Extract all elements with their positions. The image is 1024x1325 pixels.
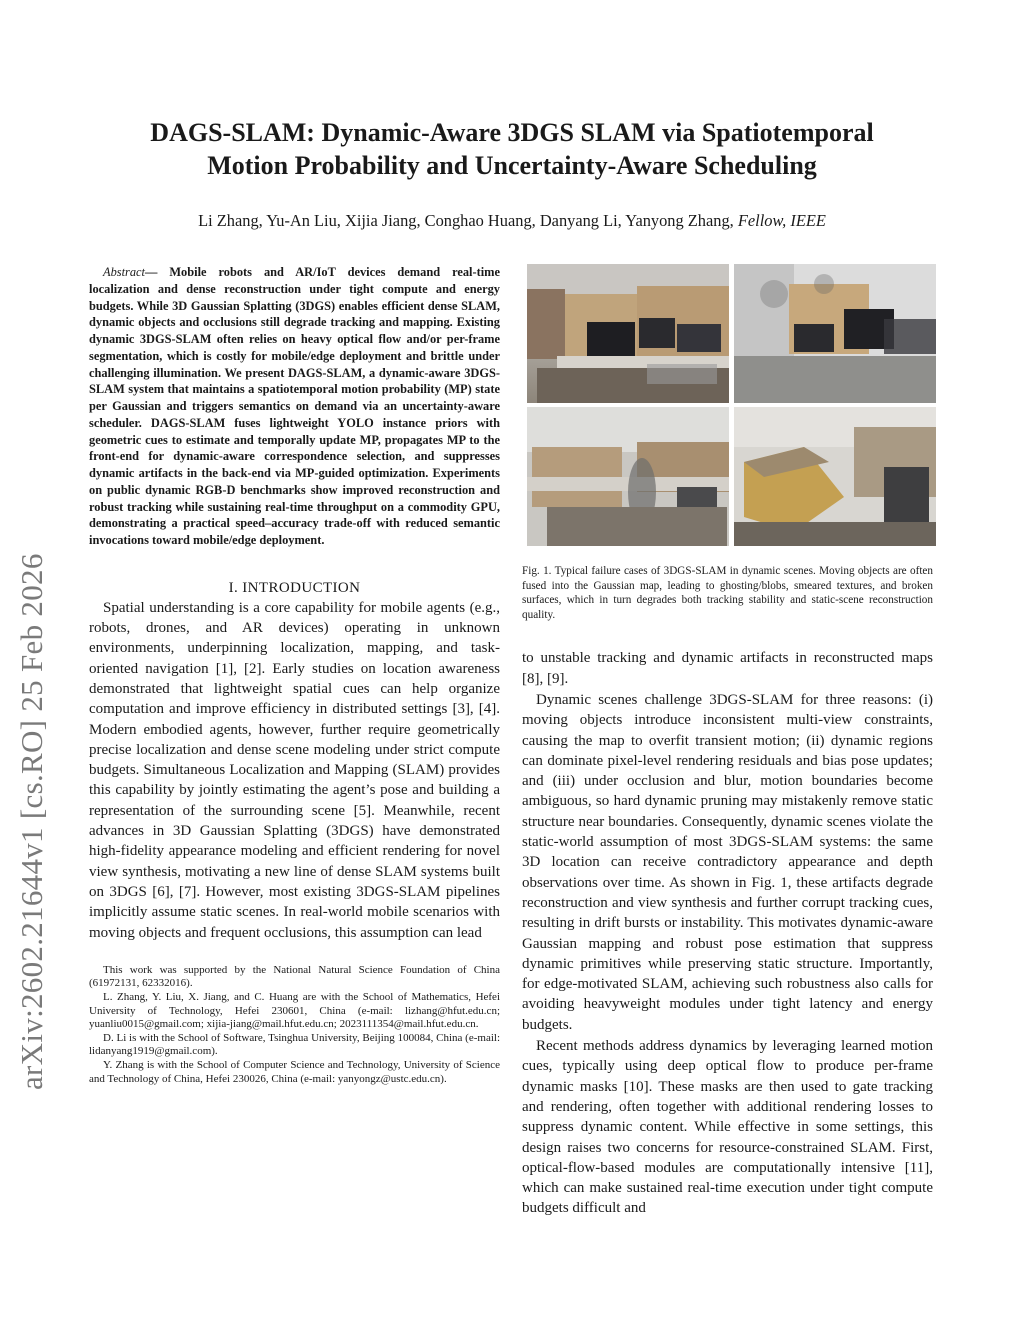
arxiv-identifier: arXiv:2602.21644v1 [cs.RO] 25 Feb 2026 (14, 553, 49, 1090)
footnote-funding: This work was supported by the National Natural Science Foundation of China (61972131, 62332016). (89, 963, 500, 990)
author-fellow: Fellow, IEEE (737, 211, 826, 230)
figure-image-moving-box (734, 407, 936, 546)
abstract (89, 264, 500, 549)
right-paragraph-recent-methods: Recent methods address dynamics by leveraging learned motion cues, typically using deep optical flow to produce per-frame dynamic masks [10]. These masks are then used to gate tracking and rendering, often together with additional rendering losses to suppress dynamic content. While effective in some settings, this design raises two concerns for resource-constrained SLAM. First, optical-flow-based modules are computationally intensive [11], which can make sustained real-time execution under tight compute budgets difficult and (522, 1038, 933, 1217)
footnote-affiliation-2: D. Li is with the School of Software, Tsinghua University, Beijing 100084, China (e-mail: lidanyang1919@gmail.com). (89, 1031, 500, 1058)
left-column (89, 264, 500, 1086)
figure-1 (522, 264, 933, 549)
figure-1-caption: Fig. 1. Typical failure cases of 3DGS-SLAM in dynamic scenes. Moving objects are often fused into the Gaussian map, leading to ghosting/blobs, smeared textures, and broken surfaces, which in turn degrades both tracking stability and static-scene reconstruction quality. (522, 565, 933, 621)
right-column (522, 264, 933, 1219)
title-line-2: Motion Probability and Uncertainty-Aware Scheduling (207, 151, 817, 180)
footnote-affiliation-1: L. Zhang, Y. Liu, X. Jiang, and C. Huang are with the School of Mathematics, Hefei University of Technology, Hefei 230601, China (e-mail: lizhang@hfut.edu.cn; yuanliu0015@gmail.com; xijia-jiang@mail.hfut.edu.cn; 2023111354@mail.hfut.edu.cn. (89, 990, 500, 1031)
right-paragraph-continuation: to unstable tracking and dynamic artifacts in reconstructed maps [8], [9]. (522, 650, 933, 687)
figure-image-office-desk (527, 264, 729, 403)
footnotes (89, 964, 500, 1086)
author-list (90, 211, 934, 231)
intro-paragraph-1: Spatial understanding is a core capability for mobile agents (e.g., robots, drones, and AR devices) operating in unknown environments, underpinning localization, mapping, and task-oriented navigation [1], [2]. Early studies on location awareness demonstrated that lightweight spatial cues can help organize computation and improve efficiency in distributed settings [3], [4]. Modern embodied agents, however, further require geometrically precise localization and dense scene modeling under strict compute budgets. Simultaneous Localization and Mapping (SLAM) provides this capability by jointly estimating the agent’s pose and building a representation of the surrounding scene [5]. Meanwhile, recent advances in 3D Gaussian Splatting (3DGS) have demonstrated high-fidelity appearance modeling and efficient rendering for novel view synthesis, motivating a new line of dense SLAM systems built on 3DGS [6], [7]. However, most existing 3DGS-SLAM pipelines implicitly assume static scenes. In real-world mobile scenarios with moving objects and frequent occlusions, this assumption can lead (89, 599, 500, 941)
title-line-1: DAGS-SLAM: Dynamic-Aware 3DGS SLAM via Spatiotemporal (150, 118, 874, 147)
footnote-affiliation-3: Y. Zhang is with the School of Computer Science and Technology, University of Science and Technology of China, Hefei 230026, China (e-mail: yanyongz@ustc.edu.cn). (89, 1058, 500, 1085)
author-names: Li Zhang, Yu-An Liu, Xijia Jiang, Conghao Huang, Danyang Li, Yanyong Zhang, (198, 211, 734, 230)
abstract-label: Abstract (103, 265, 145, 279)
paper-title (90, 116, 934, 182)
abstract-text: — Mobile robots and AR/IoT devices demand real-time localization and dense reconstruction under tight compute and energy budgets. While 3D Gaussian Splatting (3DGS) enables efficient dense SLAM, dynamic objects and occlusions still degrade tracking and mapping. Existing dynamic 3DGS-SLAM often relies on heavy optical flow and/or per-frame segmentation, which is costly for mobile/edge deployment and brittle under challenging illumination. We present DAGS-SLAM, a dynamic-aware 3DGS-SLAM system that maintains a spatiotemporal motion probability (MP) state per Gaussian and triggers semantics on demand via an uncertainty-aware scheduler. DAGS-SLAM fuses lightweight YOLO instance priors with geometric cues to estimate and temporally update MP, propagates MP to the front-end for dynamic-aware correspondence selection, and suppresses dynamic artifacts in the back-end via MP-guided optimization. Experiments on public dynamic RGB-D benchmarks show improved reconstruction and robust tracking while sustaining real-time throughput on a commodity GPU, demonstrating a practical speed–accuracy trade-off with reduced semantic invocations toward mobile/edge deployment. (89, 265, 500, 547)
figure-image-ghosting-person (527, 407, 729, 546)
figure-image-blurred-workstation (734, 264, 936, 403)
section-heading-introduction: I. INTRODUCTION (228, 579, 361, 596)
right-paragraph-dynamic-scenes: Dynamic scenes challenge 3DGS-SLAM for three reasons: (i) moving objects introduce inconsistent multi-view constraints, causing the map to overfit transient motion; (ii) dynamic regions can dominate pixel-level rendering residuals and bias pose updates; and (iii) under occlusion and blur, motion boundaries become ambiguous, so hard dynamic pruning may mistakenly remove static structure near boundaries. Consequently, dynamic scenes violate the static-world assumption of most 3DGS-SLAM systems: the same 3D location can receive contradictory appearance and depth observations over time. As shown in Fig. 1, these artifacts degrade reconstruction and view synthesis and further corrupt tracking cues, resulting in drift bursts or instability. This motivates dynamic-aware Gaussian mapping and robust pose estimation that suppress dynamic primitives while preserving static structure. Importantly, for edge-motivated SLAM, achieving such robustness also calls for avoiding heavyweight modules under tight latency and energy budgets. (522, 691, 933, 1033)
